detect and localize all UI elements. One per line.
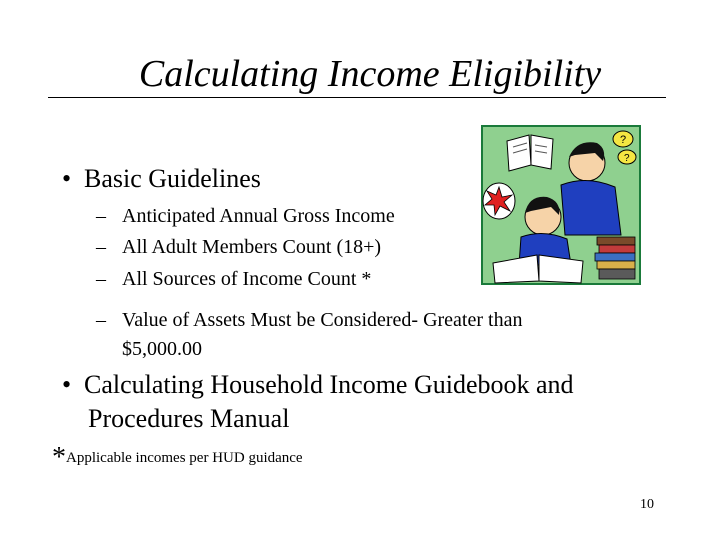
sub-item-text: Anticipated Annual Gross Income bbox=[122, 205, 395, 227]
sub-item-text: Value of Assets Must be Considered- Greater than bbox=[122, 309, 523, 331]
bullet-text: Calculating Household Income Guidebook and bbox=[84, 370, 574, 399]
dash: – bbox=[96, 205, 106, 227]
sub-item bbox=[96, 307, 522, 333]
sub-item-text: All Sources of Income Count * bbox=[122, 268, 372, 290]
footnote-text: Applicable incomes per HUD guidance bbox=[66, 450, 303, 466]
svg-text:?: ? bbox=[620, 134, 627, 146]
bullet-basic-guidelines bbox=[62, 164, 261, 194]
sub-item-text: All Adult Members Count (18+) bbox=[122, 236, 382, 258]
dash: – bbox=[96, 268, 106, 290]
sub-item-continuation: $5,000.00 bbox=[122, 338, 202, 360]
sub-item bbox=[96, 266, 371, 292]
page-number: 10 bbox=[640, 497, 654, 512]
title-underline bbox=[48, 97, 666, 98]
sub-item bbox=[96, 203, 395, 229]
bullet-guidebook-continuation: Procedures Manual bbox=[88, 404, 290, 433]
sub-item bbox=[96, 234, 381, 260]
dash: – bbox=[96, 236, 106, 258]
bullet-dot: • bbox=[62, 164, 72, 193]
svg-text:?: ? bbox=[624, 153, 630, 164]
bullet-text: Basic Guidelines bbox=[84, 164, 261, 193]
footnote-star: * bbox=[52, 442, 66, 473]
bullet-guidebook bbox=[62, 370, 574, 400]
students-studying-clipart-icon bbox=[481, 125, 641, 285]
bullet-dot: • bbox=[62, 370, 72, 399]
dash: – bbox=[96, 309, 106, 331]
slide-title: Calculating Income Eligibility bbox=[138, 53, 602, 95]
footnote bbox=[52, 442, 303, 473]
